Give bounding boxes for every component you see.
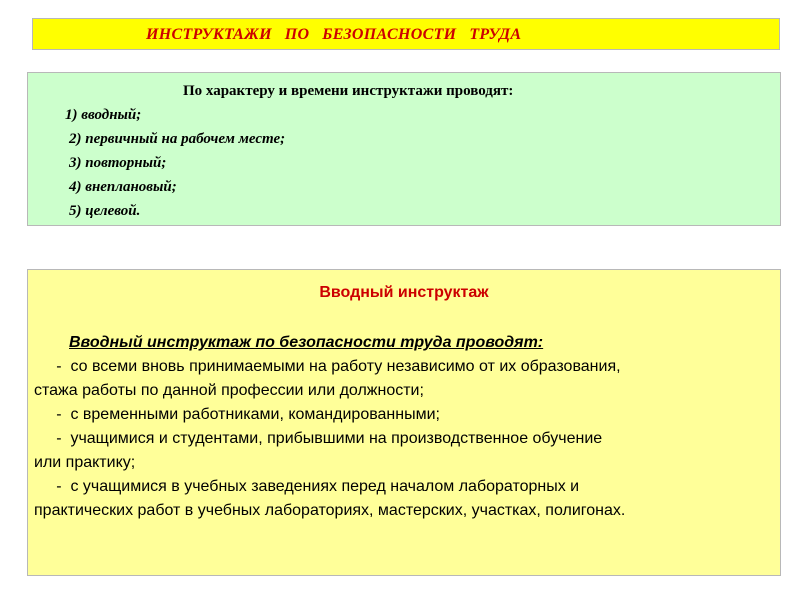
intro-instruction-line: или практику; <box>34 454 136 471</box>
intro-instruction-line: - учащимися и студентами, прибывшими на производственное обучение <box>34 430 603 447</box>
intro-instruction-line: практических работ в учебных лабораториях, мастерских, участках, полигонах. <box>34 502 626 519</box>
instruction-type-item: 4) внеплановый; <box>69 179 177 195</box>
page-title: ИНСТРУКТАЖИ ПО БЕЗОПАСНОСТИ ТРУДА <box>146 26 522 43</box>
instruction-type-item: 2) первичный на рабочем месте; <box>69 131 286 147</box>
instruction-types-box <box>27 72 781 226</box>
title-banner <box>32 18 780 50</box>
intro-instruction-line: - с временными работниками, командированными; <box>34 406 440 423</box>
intro-instruction-line: - с учащимися в учебных заведениях перед началом лабораторных и <box>34 478 580 495</box>
intro-instruction-line: - со всеми вновь принимаемыми на работу независимо от их образования, <box>34 358 621 375</box>
intro-instruction-title: Вводный инструктаж <box>319 284 489 301</box>
intro-instruction-line: стажа работы по данной профессии или должности; <box>34 382 424 399</box>
intro-instruction-subtitle: Вводный инструктаж по безопасности труда проводят: <box>69 334 544 351</box>
intro-instruction-box <box>27 269 781 576</box>
instruction-types-heading: По характеру и времени инструктажи проводят: <box>183 83 514 99</box>
instruction-type-item: 5) целевой. <box>69 203 141 219</box>
instruction-type-item: 1) вводный; <box>65 107 142 123</box>
instruction-type-item: 3) повторный; <box>69 155 167 171</box>
